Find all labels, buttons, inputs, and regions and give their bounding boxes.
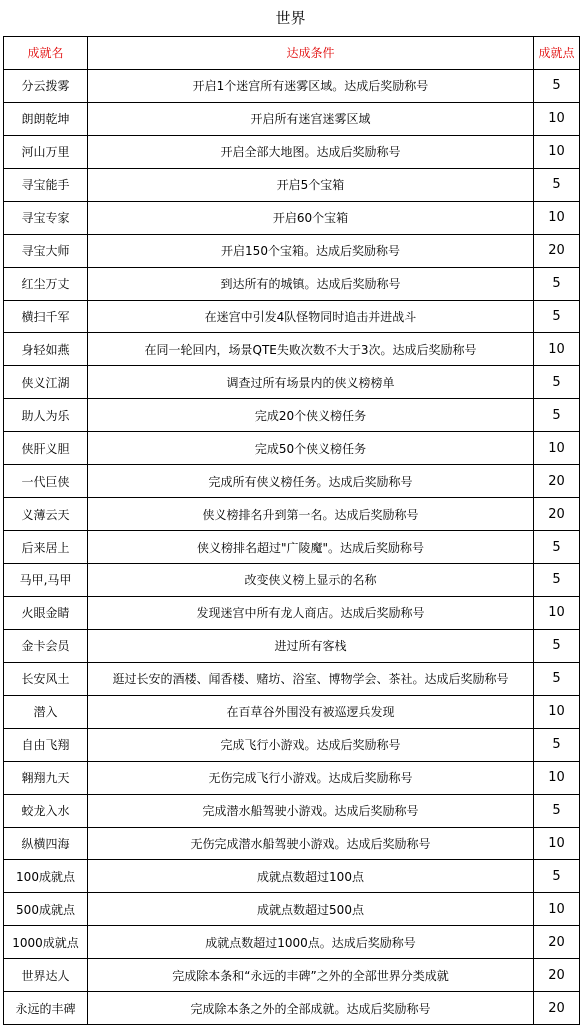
achievement-points-cell: 5: [534, 267, 580, 300]
achievement-condition-cell: 成就点数超过500点: [88, 893, 534, 926]
achievement-points-cell: 5: [534, 531, 580, 564]
achievement-condition-cell: 开启150个宝箱。达成后奖励称号: [88, 234, 534, 267]
achievement-points-cell: 10: [534, 135, 580, 168]
achievement-points-cell: 20: [534, 498, 580, 531]
achievement-points-cell: 10: [534, 761, 580, 794]
table-row: [4, 465, 580, 498]
table-row: [4, 366, 580, 399]
achievement-condition-cell: 完成50个侠义榜任务: [88, 432, 534, 465]
achievement-name-cell: 朗朗乾坤: [4, 102, 88, 135]
page-title: 世界: [275, 9, 306, 27]
achievement-condition-cell: 侠义榜排名超过"广陵魔"。达成后奖励称号: [88, 531, 534, 564]
table-row: [4, 629, 580, 662]
table-row: [4, 794, 580, 827]
table-row: [4, 267, 580, 300]
achievement-points-cell: 5: [534, 399, 580, 432]
achievement-condition-cell: 在百草谷外围没有被巡逻兵发现: [88, 695, 534, 728]
achievement-points-cell: 20: [534, 234, 580, 267]
achievement-name-cell: 马甲,马甲: [4, 564, 88, 597]
achievement-name-cell: 金卡会员: [4, 629, 88, 662]
achievement-condition-cell: 开启所有迷宫迷雾区域: [88, 102, 534, 135]
table-row: [4, 102, 580, 135]
achievement-points-cell: 5: [534, 300, 580, 333]
achievement-points-cell: 5: [534, 168, 580, 201]
achievement-condition-cell: 无伤完成飞行小游戏。达成后奖励称号: [88, 761, 534, 794]
achievement-points-cell: 20: [534, 959, 580, 992]
achievement-name-cell: 纵横四海: [4, 827, 88, 860]
achievement-points-cell: 10: [534, 695, 580, 728]
achievement-points-cell: 5: [534, 662, 580, 695]
achievement-name-cell: 100成就点: [4, 860, 88, 893]
achievement-condition-cell: 完成潜水船驾驶小游戏。达成后奖励称号: [88, 794, 534, 827]
achievement-name-cell: 红尘万丈: [4, 267, 88, 300]
table-row: [4, 531, 580, 564]
achievement-points-cell: 10: [534, 201, 580, 234]
achievement-name-cell: 寻宝能手: [4, 168, 88, 201]
achievement-name-cell: 蛟龙入水: [4, 794, 88, 827]
header-condition: 达成条件: [88, 37, 534, 70]
achievement-name-cell: 火眼金睛: [4, 596, 88, 629]
achievement-name-cell: 翱翔九天: [4, 761, 88, 794]
achievement-condition-cell: 发现迷宫中所有龙人商店。达成后奖励称号: [88, 596, 534, 629]
table-row: [4, 728, 580, 761]
achievement-points-cell: 20: [534, 465, 580, 498]
achievement-points-cell: 10: [534, 893, 580, 926]
achievement-name-cell: 义薄云天: [4, 498, 88, 531]
achievement-condition-cell: 逛过长安的酒楼、闻香楼、赌坊、浴室、博物学会、茶社。达成后奖励称号: [88, 662, 534, 695]
achievement-points-cell: 5: [534, 794, 580, 827]
achievement-condition-cell: 开启全部大地图。达成后奖励称号: [88, 135, 534, 168]
achievement-condition-cell: 侠义榜排名升到第一名。达成后奖励称号: [88, 498, 534, 531]
table-row: [4, 300, 580, 333]
achievement-condition-cell: 无伤完成潜水船驾驶小游戏。达成后奖励称号: [88, 827, 534, 860]
table-row: [4, 135, 580, 168]
achievement-name-cell: 1000成就点: [4, 926, 88, 959]
achievement-name-cell: 河山万里: [4, 135, 88, 168]
table-row: [4, 69, 580, 102]
table-row: [4, 564, 580, 597]
table-row: [4, 761, 580, 794]
table-row: [4, 893, 580, 926]
achievement-points-cell: 5: [534, 860, 580, 893]
achievement-name-cell: 潜入: [4, 695, 88, 728]
achievement-condition-cell: 完成20个侠义榜任务: [88, 399, 534, 432]
table-row: [4, 498, 580, 531]
table-row: [4, 827, 580, 860]
achievement-points-cell: 10: [534, 827, 580, 860]
achievement-points-cell: 5: [534, 629, 580, 662]
header-points: 成就点: [534, 37, 580, 70]
achievement-points-cell: 5: [534, 69, 580, 102]
achievement-condition-cell: 成就点数超过100点: [88, 860, 534, 893]
table-row: [4, 926, 580, 959]
achievement-points-cell: 10: [534, 102, 580, 135]
achievement-points-cell: 20: [534, 926, 580, 959]
achievement-condition-cell: 到达所有的城镇。达成后奖励称号: [88, 267, 534, 300]
table-row: [4, 399, 580, 432]
achievement-name-cell: 横扫千军: [4, 300, 88, 333]
achievement-condition-cell: 改变侠义榜上显示的名称: [88, 564, 534, 597]
achievement-condition-cell: 完成除本条之外的全部成就。达成后奖励称号: [88, 992, 534, 1025]
table-row: [4, 662, 580, 695]
table-row: [4, 695, 580, 728]
table-row: [4, 333, 580, 366]
achievement-name-cell: 500成就点: [4, 893, 88, 926]
table-row: [4, 860, 580, 893]
achievement-points-cell: 10: [534, 333, 580, 366]
achievement-name-cell: 助人为乐: [4, 399, 88, 432]
achievement-name-cell: 寻宝大师: [4, 234, 88, 267]
achievement-points-cell: 5: [534, 564, 580, 597]
achievement-name-cell: 一代巨侠: [4, 465, 88, 498]
achievement-name-cell: 世界达人: [4, 959, 88, 992]
achievement-name-cell: 自由飞翔: [4, 728, 88, 761]
achievement-condition-cell: 开启5个宝箱: [88, 168, 534, 201]
header-achievement-name: 成就名: [4, 37, 88, 70]
achievement-name-cell: 长安风土: [4, 662, 88, 695]
achievement-condition-cell: 完成除本条和“永远的丰碑”之外的全部世界分类成就: [88, 959, 534, 992]
achievement-condition-cell: 完成飞行小游戏。达成后奖励称号: [88, 728, 534, 761]
achievement-name-cell: 寻宝专家: [4, 201, 88, 234]
table-row: [4, 234, 580, 267]
table-row: [4, 168, 580, 201]
achievement-points-cell: 10: [534, 432, 580, 465]
achievement-name-cell: 后来居上: [4, 531, 88, 564]
achievement-name-cell: 侠肝义胆: [4, 432, 88, 465]
achievement-condition-cell: 开启60个宝箱: [88, 201, 534, 234]
achievement-condition-cell: 开启1个迷宫所有迷雾区域。达成后奖励称号: [88, 69, 534, 102]
achievement-name-cell: 分云拨雾: [4, 69, 88, 102]
achievement-points-cell: 5: [534, 728, 580, 761]
achievement-points-cell: 10: [534, 596, 580, 629]
achievement-condition-cell: 调查过所有场景内的侠义榜榜单: [88, 366, 534, 399]
achievement-name-cell: 永远的丰碑: [4, 992, 88, 1025]
achievement-name-cell: 侠义江湖: [4, 366, 88, 399]
table-row: [4, 959, 580, 992]
achievement-condition-cell: 完成所有侠义榜任务。达成后奖励称号: [88, 465, 534, 498]
table-row: [4, 596, 580, 629]
achievement-condition-cell: 在迷宫中引发4队怪物同时追击并进战斗: [88, 300, 534, 333]
achievement-name-cell: 身轻如燕: [4, 333, 88, 366]
achievement-table: [3, 36, 580, 1025]
table-row: [4, 432, 580, 465]
achievement-condition-cell: 在同一轮回内，场景QTE失败次数不大于3次。达成后奖励称号: [88, 333, 534, 366]
table-row: [4, 201, 580, 234]
achievement-points-cell: 5: [534, 366, 580, 399]
table-row: [4, 992, 580, 1025]
achievement-condition-cell: 进过所有客栈: [88, 629, 534, 662]
achievement-points-cell: 20: [534, 992, 580, 1025]
table-header-row: [4, 37, 580, 70]
achievement-condition-cell: 成就点数超过1000点。达成后奖励称号: [88, 926, 534, 959]
